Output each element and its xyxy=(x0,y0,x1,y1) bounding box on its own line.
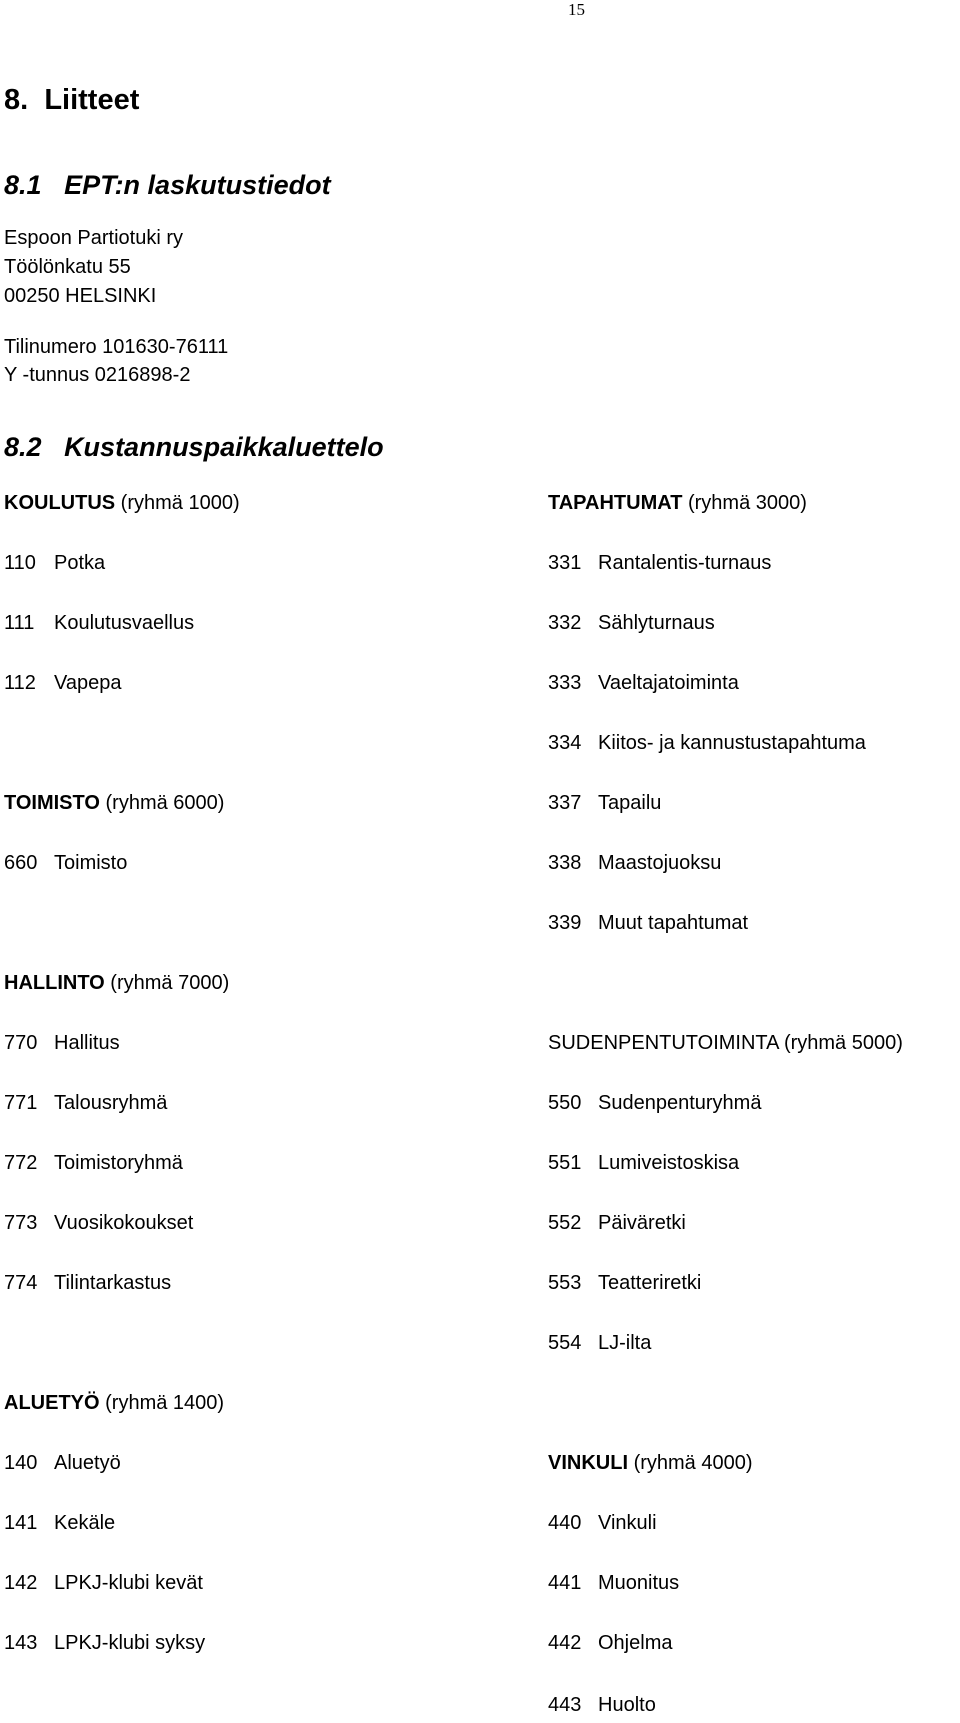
list-item: 331 Rantalentis-turnaus xyxy=(548,552,772,574)
account-line: Y -tunnus 0216898-2 xyxy=(4,364,191,386)
list-item: 142 LPKJ-klubi kevät xyxy=(4,1572,203,1594)
list-item: 111 Koulutusvaellus xyxy=(4,612,195,634)
list-item: 442 Ohjelma xyxy=(548,1632,673,1654)
list-item: 550 Sudenpenturyhmä xyxy=(548,1092,762,1114)
list-item: 774 Tilintarkastus xyxy=(4,1272,172,1294)
address-line: Espoon Partiotuki ry xyxy=(4,227,183,249)
billing-heading xyxy=(4,170,331,201)
list-item: 551 Lumiveistoskisa xyxy=(548,1152,740,1174)
list-item: 332 Sählyturnaus xyxy=(548,612,715,634)
address-line: 00250 HELSINKI xyxy=(4,285,157,307)
list-item: 772 Toimistoryhmä xyxy=(4,1152,183,1174)
list-item: 141 Kekäle xyxy=(4,1512,116,1534)
group-header-toimisto: TOIMISTO (ryhmä 6000) xyxy=(4,792,225,814)
list-item: 770 Hallitus xyxy=(4,1032,120,1054)
list-item: 339 Muut tapahtumat xyxy=(548,912,749,934)
billing-title: EPT:n laskutustiedot xyxy=(64,170,331,200)
account-line: Tilinumero 101630-76111 xyxy=(4,336,229,358)
list-item: 143 LPKJ-klubi syksy xyxy=(4,1632,206,1654)
section-heading xyxy=(4,84,139,117)
group-header-tapahtumat: TAPAHTUMAT (ryhmä 3000) xyxy=(548,492,807,514)
list-item: 443 Huolto xyxy=(548,1694,656,1716)
list-item: 112 Vapepa xyxy=(4,672,122,694)
cost-centers-number: 8.2 xyxy=(4,432,42,462)
list-item: 440 Vinkuli xyxy=(548,1512,657,1534)
cost-centers-title: Kustannuspaikkaluettelo xyxy=(64,432,384,462)
list-item: 333 Vaeltajatoiminta xyxy=(548,672,739,694)
list-item: 338 Maastojuoksu xyxy=(548,852,722,874)
group-header-hallinto: HALLINTO (ryhmä 7000) xyxy=(4,972,230,994)
group-header-sudenpentu: SUDENPENTUTOIMINTA (ryhmä 5000) xyxy=(548,1032,903,1054)
group-header-vinkuli: VINKULI (ryhmä 4000) xyxy=(548,1452,753,1474)
list-item: 773 Vuosikokoukset xyxy=(4,1212,194,1234)
address-line: Töölönkatu 55 xyxy=(4,256,131,278)
list-item: 140 Aluetyö xyxy=(4,1452,121,1474)
section-number: 8. xyxy=(4,84,29,116)
list-item: 553 Teatteriretki xyxy=(548,1272,702,1294)
list-item: 441 Muonitus xyxy=(548,1572,680,1594)
section-title: Liitteet xyxy=(44,84,140,116)
page-number: 15 xyxy=(568,0,585,19)
group-header-koulutus: KOULUTUS (ryhmä 1000) xyxy=(4,492,240,514)
list-item: 334 Kiitos- ja kannustustapahtuma xyxy=(548,732,866,754)
billing-number: 8.1 xyxy=(4,170,42,200)
list-item: 552 Päiväretki xyxy=(548,1212,686,1234)
list-item: 337 Tapailu xyxy=(548,792,662,814)
cost-centers-heading xyxy=(4,432,384,463)
list-item: 110 Potka xyxy=(4,552,106,574)
list-item: 771 Talousryhmä xyxy=(4,1092,168,1114)
group-header-aluetyo: ALUETYÖ (ryhmä 1400) xyxy=(4,1392,225,1414)
list-item: 554 LJ-ilta xyxy=(548,1332,652,1354)
list-item: 660 Toimisto xyxy=(4,852,128,874)
